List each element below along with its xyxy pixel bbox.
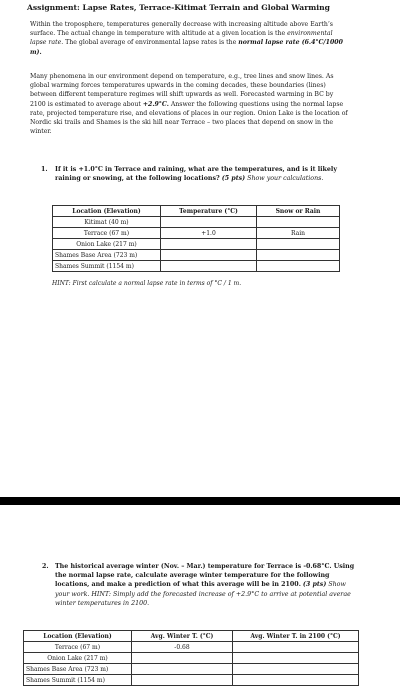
cell-avg-winter-temp[interactable] [132, 675, 233, 686]
cell-snow-rain[interactable] [257, 217, 340, 228]
cell-avg-winter-temp-2100[interactable] [233, 664, 359, 675]
table-row [53, 250, 340, 261]
question-1-number: 1. [41, 166, 48, 173]
cell-snow-rain[interactable] [257, 239, 340, 250]
cell-location: Terrace (67 m) [24, 642, 132, 653]
table-row [53, 261, 340, 272]
cell-temperature: +1.0 [161, 228, 257, 239]
question-1-hint: HINT: First calculate a normal lapse rate in terms of °C / 1 m. [52, 280, 242, 287]
table-row [53, 217, 340, 228]
col-header-location: Location (Elevation) [24, 631, 132, 642]
question-1-text [55, 165, 355, 183]
forecasted-warming-value: +2.9°C. [142, 100, 169, 108]
cell-avg-winter-temp[interactable] [132, 653, 233, 664]
cell-location: Shames Base Area (723 m) [24, 664, 132, 675]
cell-snow-rain[interactable] [257, 261, 340, 272]
cell-location: Onion Lake (217 m) [53, 239, 161, 250]
intro-paragraph-2 [30, 72, 350, 136]
cell-avg-winter-temp: -0.68 [132, 642, 233, 653]
table-header-row [53, 206, 340, 217]
cell-location: Onion Lake (217 m) [24, 653, 132, 664]
col-header-snow-rain: Snow or Rain [257, 206, 340, 217]
table-row [53, 239, 340, 250]
cell-temperature[interactable] [161, 261, 257, 272]
table-header-row [24, 631, 359, 642]
table-row [24, 653, 359, 664]
intro-p2-text-b: Answer the following questions using the normal lapse rate, projected temperature rise, and elevations of places in our region. Onion Lake is the location of Nordic ski trails and Shames is the ski hill near Terrace – two places that depend on snow in the winter. [30, 100, 348, 136]
cell-location: Shames Summit (1154 m) [53, 261, 161, 272]
question-1-points: (5 pts) [221, 175, 246, 183]
table-row [24, 664, 359, 675]
normal-lapse-rate-term: normal lapse rate (6.4°C/1000 m). [30, 39, 343, 56]
question-2-text [55, 562, 355, 608]
intro-p2-text-a: Many phenomena in our environment depend on temperature, e.g., tree lines and snow lines. As global warming forces temperatures upwards in the coming decades, these boundaries (lines) between different temperature regimes will shift upwards as well. Forecasted warming in BC by 2100 is estimated to average about [30, 73, 334, 108]
question-1-table [52, 205, 340, 272]
cell-location: Kitimat (40 m) [53, 217, 161, 228]
question-2-prompt: The historical average winter (Nov. – Mar.) temperature for Terrace is -0.68°C. Using the normal lapse rate, calculate average winter temperature for the following locations, and make a prediction of what this average will be in 2100. [55, 563, 355, 589]
cell-snow-rain: Rain [257, 228, 340, 239]
question-1-prompt: If it is +1.0°C in Terrace and raining, what are the temperatures, and is it likely raining or snowing, at the following locations? [55, 166, 337, 183]
question-2-table [23, 630, 359, 686]
col-header-avg-winter-temp: Avg. Winter T. (°C) [132, 631, 233, 642]
cell-temperature[interactable] [161, 239, 257, 250]
environmental-lapse-rate-term: environmental lapse rate. [30, 30, 333, 47]
assignment-title: Assignment: Lapse Rates, Terrace-Kitimat Terrain and Global Warming [27, 3, 330, 12]
cell-avg-winter-temp[interactable] [132, 664, 233, 675]
table-row [24, 675, 359, 686]
cell-location: Shames Base Area (723 m) [53, 250, 161, 261]
cell-temperature[interactable] [161, 250, 257, 261]
intro-paragraph-1 [30, 20, 350, 57]
question-1-instruction: Show your calculations. [247, 175, 324, 183]
cell-avg-winter-temp-2100[interactable] [233, 653, 359, 664]
col-header-temperature: Temperature (°C) [161, 206, 257, 217]
page-divider [0, 497, 400, 505]
question-2-instruction: Show your work. HINT: Simply add the forecasted increase of +2.9°C to arrive at potential averae winter temperatures in 2100. [55, 581, 351, 607]
col-header-avg-winter-temp-2100: Avg. Winter T. in 2100 (°C) [233, 631, 359, 642]
cell-snow-rain[interactable] [257, 250, 340, 261]
cell-location: Terrace (67 m) [53, 228, 161, 239]
table-row [53, 228, 340, 239]
table-row [24, 642, 359, 653]
question-2-number: 2. [42, 563, 49, 570]
intro-p1-text-a: Within the troposphere, temperatures generally decrease with increasing altitude above Earth’s surface. The actual change in temperature with altitude at a given location is the [30, 21, 333, 38]
col-header-location: Location (Elevation) [53, 206, 161, 217]
cell-avg-winter-temp-2100[interactable] [233, 642, 359, 653]
intro-p1-text-b: The global average of environmental lapse rates is the [63, 39, 239, 47]
question-2-points: (3 pts) [302, 581, 327, 589]
cell-avg-winter-temp-2100[interactable] [233, 675, 359, 686]
cell-temperature[interactable] [161, 217, 257, 228]
cell-location: Shames Summit (1154 m) [24, 675, 132, 686]
